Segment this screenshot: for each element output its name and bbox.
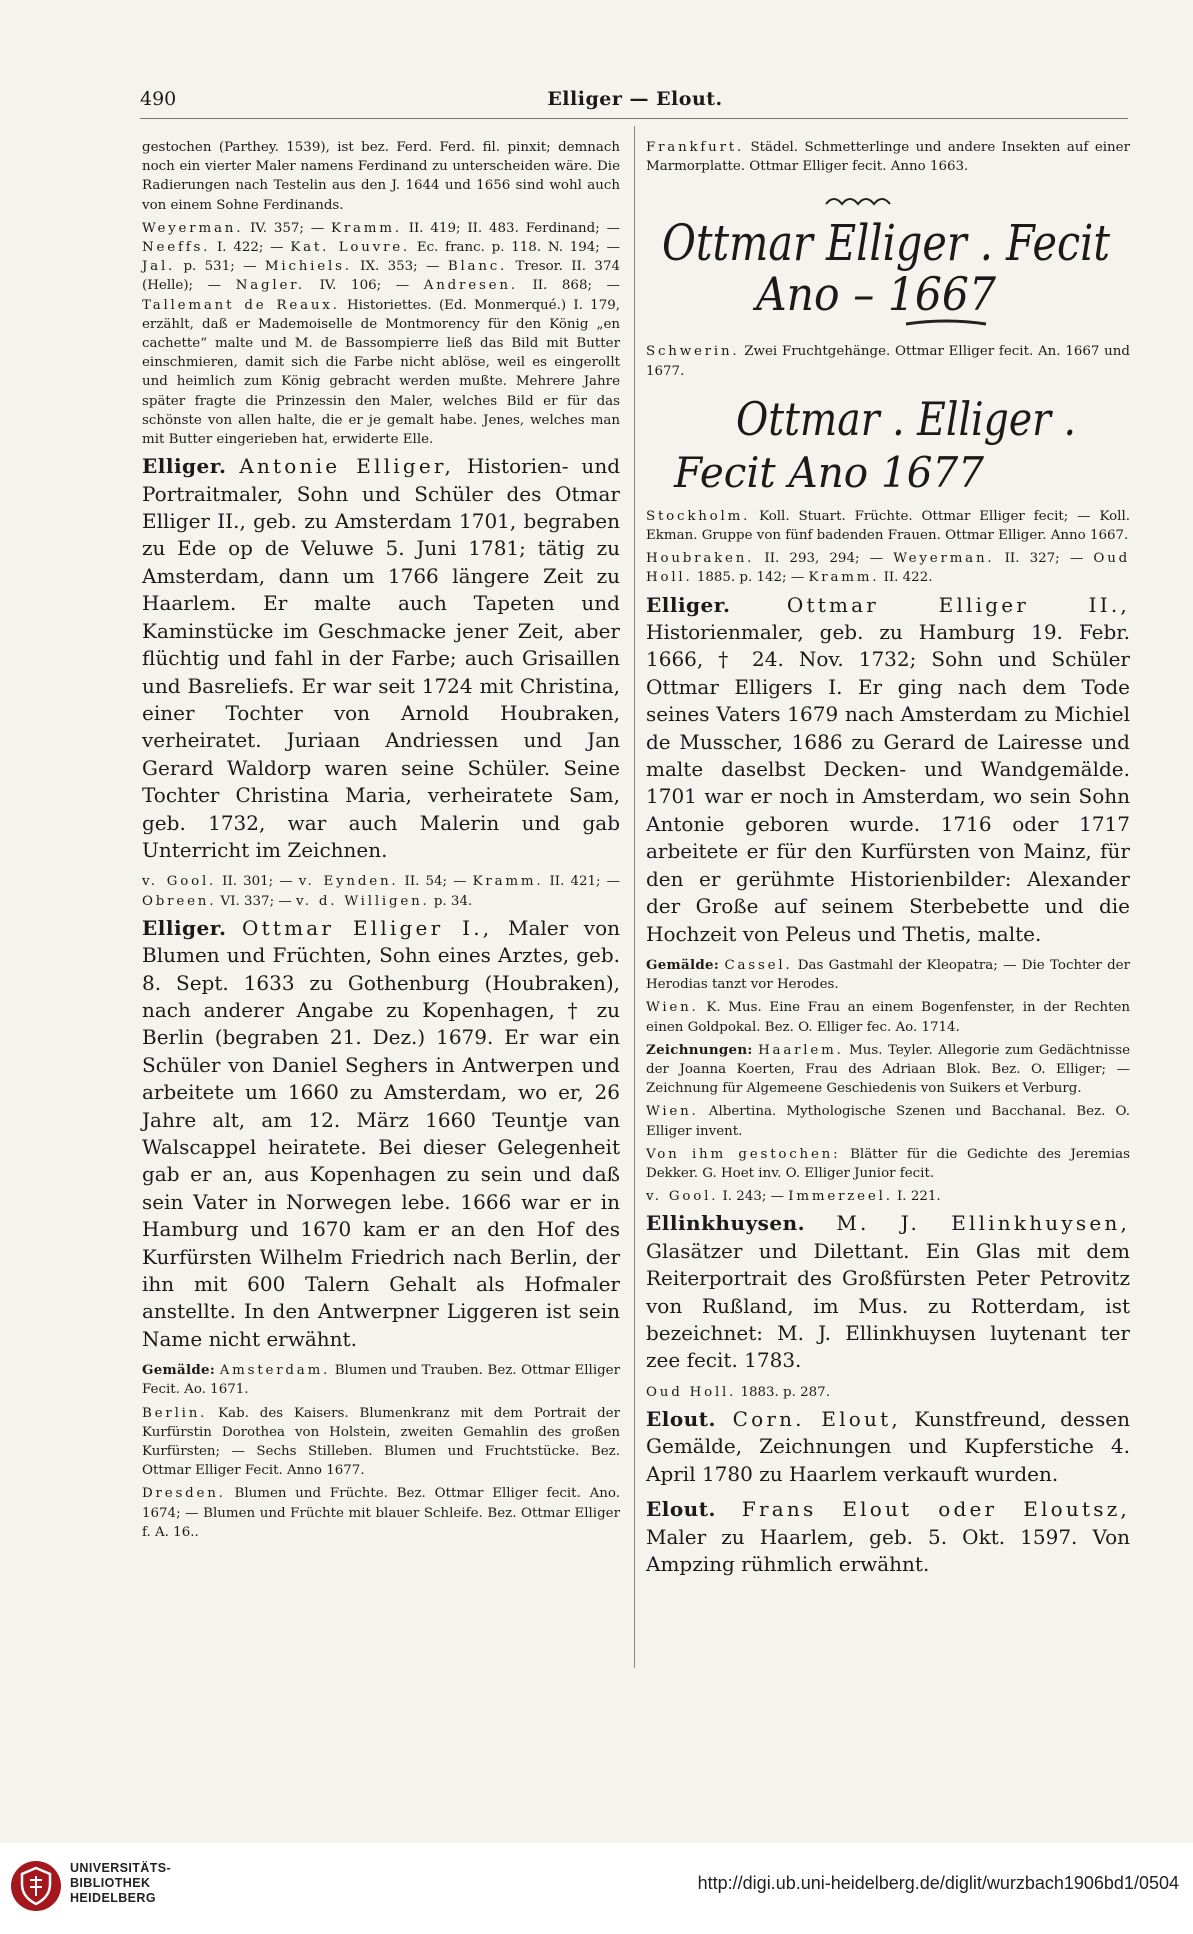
works-cassel: Gemälde: Cassel. Das Gastmahl der Kleopatra; — Die Tochter der Herodias tanzt vor Herodes. [646,956,1130,993]
works-amsterdam: Gemälde: Amsterdam. Blumen und Trauben. Bez. Ottmar Elliger Fecit. Ao. 1671. [142,1362,620,1398]
signature-facsimile-1 [656,182,1116,332]
headword: Elout. [646,1497,716,1522]
works-dresden: Dresden. Blumen und Früchte. Bez. Ottmar Elliger fecit. Ano. 1674; — Blumen und Früchte mit blauer Schleife. Bez. Ottmar Elliger f. A. 16.. [142,1486,620,1540]
entry-name: Antonie Elliger, [239,454,455,479]
drawings-wien: Wien. Albertina. Mythologische Szenen und Bacchanal. Bez. O. Elliger invent. [646,1104,1130,1139]
signature-facsimile-2 [656,387,1096,497]
references-ottmar-1: Houbraken. II. 293, 294; — Weyerman. II. 327; — Oud Holl. 1885. p. 142; — Kramm. II. 422. [646,551,1130,586]
works-berlin: Berlin. Kab. des Kaisers. Blumenkranz mit dem Portrait der Kurfürstin Dorothea von Holstein, zweiten Gemahlin des großen Kurfürsten; — Sechs Stilleben. Blumen und Fruchtstücke. Bez. Ottmar Elliger Fecit. Anno 1677. [142,1405,620,1479]
signature-1-line-1: Ottmar Elliger . Fecit [662,214,1111,273]
entry-ellinkhuysen: Ellinkhuysen. M. J. Ellinkhuysen, Glasätzer und Dilettant. Ein Glas mit dem Reiterportrait des Großfürsten Peter Petrovitz von Rußland, im Mus. zu Rotterdam, ist bezeichnet: M. J. Ellinkhuysen luytenant ter zee fecit. 1783. [646,1211,1130,1373]
entry-name: Frans Elout oder Eloutsz, [715,1497,1130,1522]
entry-ottmar-elliger-1: Elliger. Ottmar Elliger I., Maler von Blumen und Früchten, Sohn eines Arztes, geb. 8. Sept. 1633 zu Gothenburg (Houbraken), nach anderer Angabe zu Kopenhagen, † zu Berlin (begraben 21. Dez.) 1679. Er war ein Schüler von Daniel Seghers in Antwerpen und arbeitete um 1660 zu Amsterdam, wo er, 26 Jahre alt, am 12. März 1660 Teuntje van Walscappel heiratete. Bei dieser Gelegenheit gab er an, aus Kopenhagen zu sein und daß sein Vater in Norwegen lebe. 1666 war er in Hamburg und 1670 kam er an den Hof des Kurfürsten Wilhelm Friedrich nach Berlin, der ihn mit 600 Talern Gehalt als Hofmaler anstellte. In den Antwerpner Liggeren ist sein Name nicht erwähnt. [142,915,620,1351]
left-column [142,138,620,1546]
page-header [140,88,1130,112]
headword: Ellinkhuysen. [646,1211,806,1236]
entry-ottmar-elliger-2: Elliger. Ottmar Elliger II., Historienmaler, geb. zu Hamburg 19. Febr. 1666, † 24. Nov. 1732; Sohn und Schüler Ottmar Elligers I. Er ging nach dem Tode seines Vaters 1679 nach Amsterdam zu Michiel de Musscher, 1686 zu Gerard de Lairesse und malte daselbst Decken- und Wandgemälde. 1701 war er noch in Amsterdam, wo sein Sohn Antonie geboren wurde. 1716 oder 1717 arbeitete er für den Kurfürsten von Mainz, für den er gerühmte Historienbilder: Alexander der Große auf seinem Sterbebette und die Hochzeit von Peleus und Thetis, malte. [646,592,1130,946]
source-url: http://digi.ub.uni-heidelberg.de/diglit/wurzbach1906bd1/0504 [697,1873,1179,1893]
headword: Elliger. [142,454,227,479]
university-library-logo-icon [10,1860,62,1912]
running-title: Elliger — Elout. [547,88,723,110]
headword: Elout. [646,1406,716,1431]
entry-corn-elout: Elout. Corn. Elout, Kunstfreund, dessen Gemälde, Zeichnungen und Kupferstiche 4. April 1780 zu Haarlem verkauft wurden. [646,1406,1130,1486]
works-stockholm: Stockholm. Koll. Stuart. Früchte. Ottmar Elliger fecit; — Koll. Ekman. Gruppe von fünf badenden Frauen. Ottmar Elliger. Anno 1667. [646,508,1130,544]
page-number: 490 [140,88,177,110]
column-divider [634,126,635,1668]
entry-name: Ottmar Elliger II., [786,592,1130,617]
footer-bar [0,1843,1193,1934]
ferdinand-continuation: gestochen (Parthey. 1539), ist bez. Ferd. Ferd. fil. pinxit; demnach noch ein vierter Maler namens Ferdinand zu unterscheiden wäre. Die Radierungen nach Testelin aus den J. 1644 und 1656 sind wohl auch von einem Sohne Ferdinands. [142,140,620,213]
engravings: Von ihm gestochen: Blätter für die Gedichte des Jeremias Dekker. G. Hoet inv. O. Elliger Junior fecit. [646,1146,1130,1181]
drawings-haarlem: Zeichnungen: Haarlem. Mus. Teyler. Allegorie zum Gedächtnisse der Joanna Koerten, Frau des Adriaan Blok. Bez. O. Elliger; — Zeichnung für Algemeene Geschiedenis von Suikers et Verburg. [646,1041,1130,1097]
entry-frans-elout: Elout. Frans Elout oder Eloutsz, Maler zu Haarlem, geb. 5. Okt. 1597. Von Ampzing rühmlich erwähnt. [646,1497,1130,1577]
headword: Elliger. [142,915,227,940]
header-rule [140,118,1128,119]
works-schwerin: Schwerin. Zwei Fruchtgehänge. Ottmar Elliger fecit. An. 1667 und 1677. [646,344,1130,379]
signature-2-line-1: Ottmar . Elliger . [736,391,1076,446]
headword: Elliger. [646,592,731,617]
signature-1-line-2: Ano – 1667 [752,267,997,322]
institution-name: UNIVERSITÄTS- BIBLIOTHEK HEIDELBERG [70,1861,172,1905]
entry-name: Ottmar Elliger I., [242,915,493,940]
works-wien: Wien. K. Mus. Eine Frau an einem Bogenfenster, in der Rechten einen Goldpokal. Bez. O. Elliger fec. Ao. 1714. [646,1000,1130,1035]
right-column [646,138,1130,1586]
references-ottmar-2: v. Gool. I. 243; — Immerzeel. I. 221. [646,1189,941,1205]
works-frankfurt: Frankfurt. Städel. Schmetterlinge und andere Insekten auf einer Marmorplatte. Ottmar Elliger fecit. Anno 1663. [646,140,1130,175]
entry-antonie-elliger: Elliger. Antonie Elliger, Historien- und Portraitmaler, Sohn und Schüler des Otmar Elliger II., geb. zu Amsterdam 1701, begraben zu Ede op de Veluwe 5. Juni 1781; tätig zu Amsterdam, dann um 1766 längere Zeit zu Haarlem. Er malte auch Tapeten und Kaminstücke im Geschmacke jener Zeit, aber flüchtig und fahl in der Farbe; auch Grisaillen und Basreliefs. Er war seit 1724 mit Christina, einer Tochter von Arnold Houbraken, verheiratet. Juriaan Andriessen und Jan Gerard Waldorp waren seine Schüler. Seine Tochter Christina Maria, verheiratete Sam, geb. 1732, war auch Malerin und gab Unterricht im Zeichnen. [142,454,620,862]
references-ellinkhuysen: Oud Holl. 1883. p. 287. [646,1384,830,1400]
signature-2-line-2: Fecit Ano 1677 [673,447,985,497]
references-ferdinand: Weyerman. IV. 357; — Kramm. II. 419; II. 483. Ferdinand; — Neeffs. I. 422; — Kat. Louvre. Ec. franc. p. 118. N. 194; — Jal. p. 531; — Michiels. IX. 353; — Blanc. Tresor. II. 374 (Helle); — Nagler. IV. 106; — Andresen. II. 868; — Tallemant de Reaux. Historiettes. (Ed. Monmerqué.) I. 179, erzählt, daß er Mademoiselle de Montmorency für den König „en cachette“ malte und M. de Bassompierre ließ das Bild mit Butter einschmieren, damit sich die Farbe nicht ablöse, weil es eingerollt und heimlich zum König gebracht werden mußte. Mehrere Jahre später fragte die Prinzessin den Maler, welches Bild er für das schönste von allen halte, die er je gemalt habe. Jenes, welches man mit Butter eingerieben hat, erwiderte Elle. [142,220,620,448]
references-antonie: v. Gool. II. 301; — v. Eynden. II. 54; — Kramm. II. 421; — Obreen. VI. 337; — v. d. Willigen. p. 34. [142,874,620,909]
entry-name: M. J. Ellinkhuysen, [805,1211,1130,1236]
entry-name: Corn. Elout, [715,1406,901,1431]
